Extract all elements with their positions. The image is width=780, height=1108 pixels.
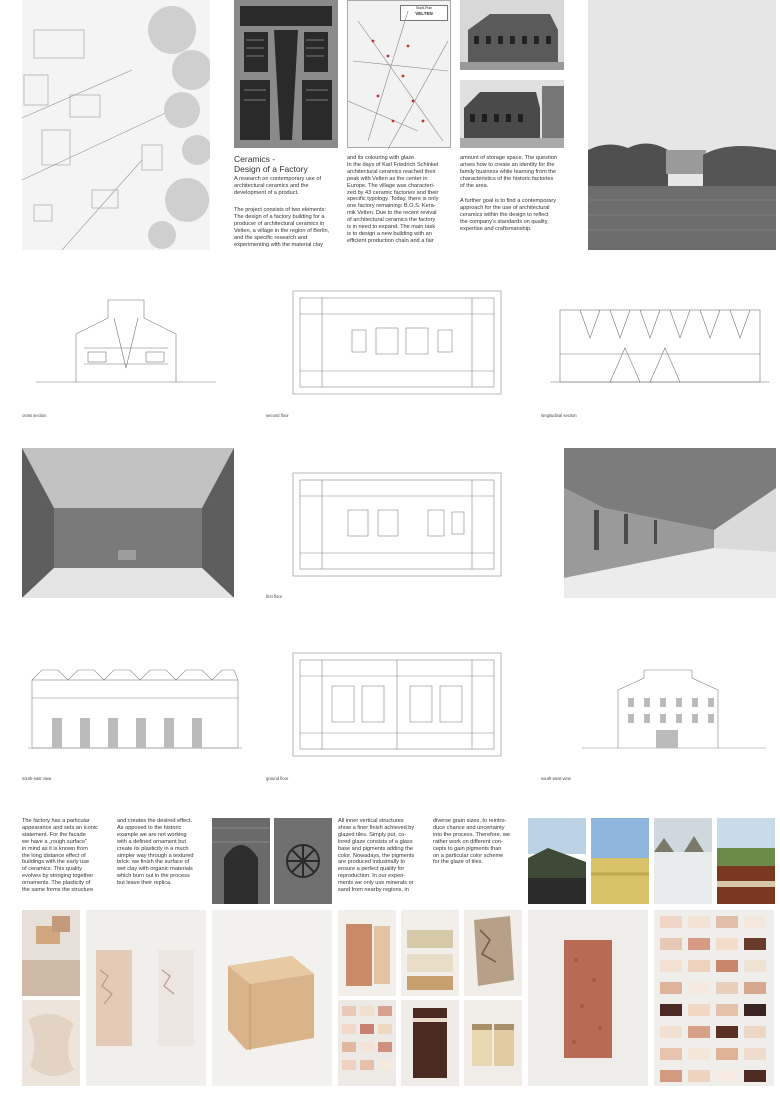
first-floor-label: first floor [266, 594, 283, 599]
intro-text-4: A further goal is to find a contemporary approach for the use of architectural ceramics within the design to reflect the company's standards on quality, expertise and craftsmanship. [460, 198, 557, 232]
cross-section-label: cross section [22, 413, 47, 418]
first-floor-plan [292, 472, 502, 577]
cross-section-drawing [36, 298, 216, 386]
research-text-2: and creates the desired effect. As opposed to the historic example we are not working with a defined ornament but create its plasticity in a much simpler way through a textured brick: we finish the surface of wet clay with organic materials which burn out in the process but leave their replica. [117, 818, 194, 887]
project-title: Ceramics - Design of a Factory [234, 154, 308, 174]
second-floor-plan [292, 290, 502, 395]
velten-map [347, 0, 451, 148]
research-text-1: The factory has a particular appearance and sets an iconic statement. For the facade we have a „rough surface“ in mind as it is known from the long distance effect of buildings with the early use of ceramics. This quality evolves by stringing together ornaments. The plasticity of the same forms the structure [22, 818, 98, 894]
historic-engraving [234, 0, 338, 148]
ornament-photo-star [274, 818, 332, 904]
split-tile-photo [464, 1000, 522, 1086]
clay-brick-photo [212, 910, 332, 1086]
landscape-photo-1 [528, 818, 586, 904]
south-east-view-label: south-east view [22, 776, 52, 781]
south-east-elevation [28, 668, 242, 750]
textured-bricks-photo [86, 910, 206, 1086]
tile-samples-grid [654, 910, 774, 1086]
dark-tile-photo [401, 1000, 459, 1086]
interior-render-hall [22, 448, 234, 598]
ornament-photo-arch [212, 818, 270, 904]
longitudinal-section-label: longitudinal section [541, 413, 577, 418]
landscape-photo-3 [654, 818, 712, 904]
clay-texture-photo [22, 1000, 80, 1086]
red-brick-photo [528, 910, 648, 1086]
lake-photo [588, 0, 776, 250]
historic-factory-photo [460, 0, 564, 70]
research-text-4: diverse grain sizes, to reintro- duce chance and uncertainty into the process. Therefore, we rather work on different con- cepts to gain pigments than on a particular color scheme for the glaze of tiles. [433, 818, 511, 866]
intro-text-3: amount of storage space. The question arises how to create an identity for the family business while learning from the characteristics of the historic factories of the area. [460, 155, 557, 189]
site-plan [22, 0, 210, 250]
map-title-line2: VELTEN [415, 11, 433, 16]
glaze-tile-photo-1 [338, 910, 396, 996]
south-west-view-label: south-west view [541, 776, 571, 781]
glaze-samples-photo [338, 1000, 396, 1086]
map-title-line1: Stadt-Plan [415, 6, 433, 10]
landscape-photo-2 [591, 818, 649, 904]
longitudinal-section-drawing [550, 298, 770, 386]
glaze-tile-photo-2 [401, 910, 459, 996]
research-text-3: All inner vertical structures show a finer finish achieved by glazed tiles. Simply put, co- lored glaze consists of a glass base and pigments adding the color. Nowadays, the pigments are produced industrially to ensure a perfect quality for reproduction. In our experi- ments we only use minerals or sand from nearby regions, in [338, 818, 415, 894]
south-west-elevation [582, 668, 766, 750]
interior-render-storage [564, 448, 776, 598]
historic-factory-photo-2 [460, 80, 564, 148]
clay-hands-photo [22, 910, 80, 996]
landscape-photo-4 [717, 818, 775, 904]
second-floor-label: second floor [266, 413, 289, 418]
ground-floor-plan [292, 652, 502, 757]
glaze-tile-photo-3 [464, 910, 522, 996]
ground-floor-label: ground floor [266, 776, 289, 781]
intro-text-1: The project consists of two elements: The design of a factory building for a producer of architectural ceramics in Velten, a village in the region of Berlin, and the specific research and experimenting with the material clay [234, 207, 330, 248]
project-subtitle: A research on contemporary use of architectural ceramics and the development of a product. [234, 176, 322, 196]
intro-text-2: and its colouring with glaze. In the days of Karl Friedrich Schinkel architectural ceramics reached their peak with Velten as the center in Europe. The village was characteri- zed by 43 ceramic factories and their specific typology. Today, there is only one factory remaining: B.O.S. Kera- mik Velten. Due to the recent revival of architectural ceramics the factory is in need to expand. The main task is to design a new building with an efficient production chain and a fair [347, 155, 439, 244]
